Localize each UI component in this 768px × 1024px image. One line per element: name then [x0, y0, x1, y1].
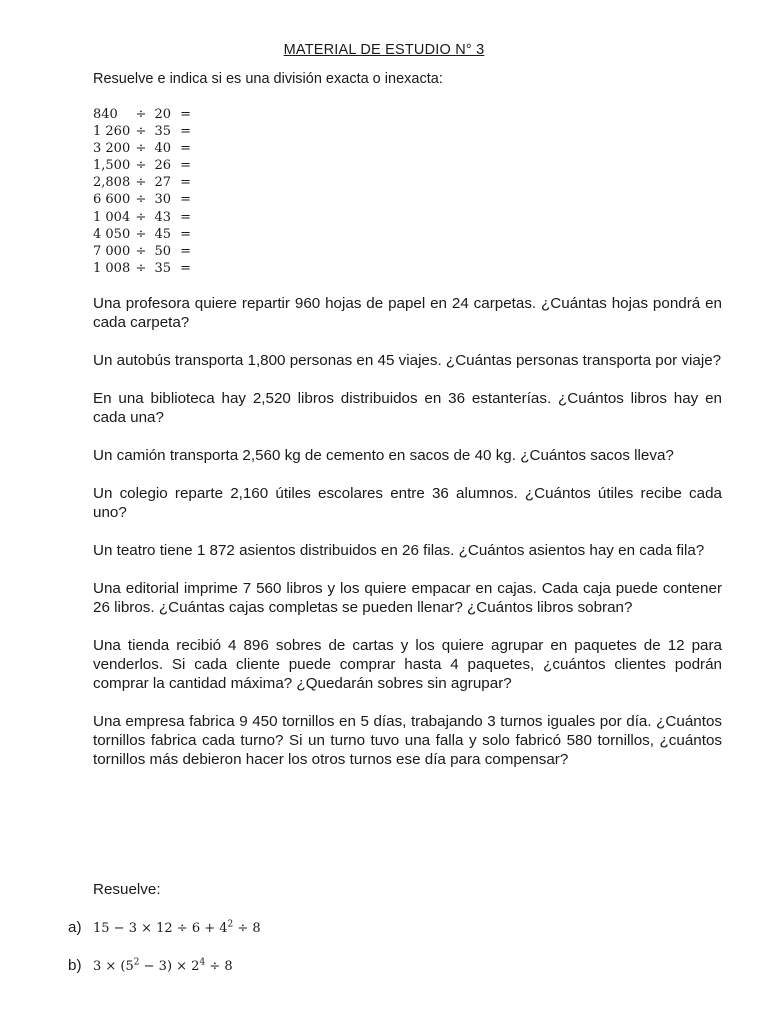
equals-sign: = — [180, 260, 191, 276]
divisor: 35 — [154, 260, 171, 276]
equals-sign: = — [180, 107, 191, 122]
instruction-text: Resuelve e indica si es una división exacta o inexacta: — [93, 71, 443, 87]
division-row — [93, 140, 191, 157]
division-row — [93, 191, 191, 208]
resuelve-heading: Resuelve: — [93, 881, 161, 898]
division-row — [93, 157, 191, 174]
document-title: MATERIAL DE ESTUDIO N° 3 — [283, 42, 485, 58]
dividend: 1,500 — [93, 158, 131, 174]
division-row — [93, 106, 191, 123]
equals-sign: = — [180, 226, 191, 242]
expr-part: 3 × (5 — [93, 959, 134, 974]
dividend: 7 000 — [93, 243, 131, 259]
word-problem: En una biblioteca hay 2,520 libros distribuidos en 36 estanterías. ¿Cuántos libros hay en cada una? — [93, 390, 722, 426]
division-row — [93, 226, 191, 243]
word-problem: Un colegio reparte 2,160 útiles escolares entre 36 alumnos. ¿Cuántos útiles recibe cada uno? — [93, 485, 722, 521]
divide-sign: ÷ — [135, 243, 147, 259]
divisor: 20 — [154, 107, 171, 122]
equals-sign: = — [180, 141, 191, 157]
divisor: 43 — [154, 209, 171, 225]
expr-part: 15 − 3 × 12 ÷ 6 + 4 — [93, 921, 228, 936]
division-list — [93, 106, 191, 277]
exercise-letter: b) — [68, 957, 82, 974]
dividend: 1 260 — [93, 124, 131, 140]
dividend: 1 008 — [93, 260, 131, 276]
divisor: 27 — [154, 175, 171, 191]
equals-sign: = — [180, 124, 191, 140]
expr-part: ÷ 8 — [233, 921, 261, 936]
divide-sign: ÷ — [135, 260, 147, 276]
division-row — [93, 243, 191, 260]
dividend: 4 050 — [93, 226, 131, 242]
expr-part: ÷ 8 — [205, 959, 233, 974]
divide-sign: ÷ — [135, 192, 147, 208]
divide-sign: ÷ — [135, 175, 147, 191]
division-row — [93, 174, 191, 191]
exercise-a — [68, 919, 261, 936]
divisor: 45 — [154, 226, 171, 242]
exponent: 2 — [133, 957, 140, 968]
divide-sign: ÷ — [135, 158, 147, 174]
word-problem: Un camión transporta 2,560 kg de cemento en sacos de 40 kg. ¿Cuántos sacos lleva? — [93, 447, 674, 464]
expr-part: − 3) × 2 — [139, 959, 200, 974]
divide-sign: ÷ — [135, 141, 147, 157]
dividend: 1 004 — [93, 209, 131, 225]
divide-sign: ÷ — [135, 209, 147, 225]
divisor: 26 — [154, 158, 171, 174]
division-row — [93, 123, 191, 140]
exercise-b — [68, 957, 233, 974]
exponent: 4 — [199, 957, 206, 968]
divisor: 40 — [154, 141, 171, 157]
word-problem: Una tienda recibió 4 896 sobres de cartas y los quiere agrupar en paquetes de 12 para venderlos. Si cada cliente puede comprar hasta 4 paquetes, ¿cuántos clientes podrán comprar la cantidad máxima? ¿Quedarán sobres sin agrupar? — [93, 637, 722, 692]
dividend: 3 200 — [93, 141, 131, 157]
exercise-letter: a) — [68, 919, 82, 936]
divide-sign: ÷ — [135, 124, 147, 140]
dividend: 2,808 — [93, 175, 131, 191]
word-problem: Una editorial imprime 7 560 libros y los quiere empacar en cajas. Cada caja puede contener 26 libros. ¿Cuántas cajas completas se pueden llenar? ¿Cuántos libros sobran? — [93, 580, 722, 616]
word-problem: Una empresa fabrica 9 450 tornillos en 5 días, trabajando 3 turnos iguales por día. ¿Cuántos tornillos fabrica cada turno? Si un turno tuvo una falla y solo fabricó 580 tornillos, ¿cuántos tornillos más debieron hacer los otros turnos ese día para compensar? — [93, 713, 722, 768]
word-problem: Una profesora quiere repartir 960 hojas de papel en 24 carpetas. ¿Cuántas hojas pondrá en cada carpeta? — [93, 295, 722, 331]
word-problem: Un autobús transporta 1,800 personas en 45 viajes. ¿Cuántas personas transporta por viaje? — [93, 352, 722, 369]
divide-sign: ÷ — [135, 226, 147, 242]
equals-sign: = — [180, 243, 191, 259]
word-problem: Un teatro tiene 1 872 asientos distribuidos en 26 filas. ¿Cuántos asientos hay en cada fila? — [93, 542, 705, 559]
division-row — [93, 260, 191, 277]
division-row — [93, 209, 191, 226]
math-expression — [93, 921, 261, 936]
divisor: 50 — [154, 243, 171, 259]
equals-sign: = — [180, 175, 191, 191]
math-expression — [93, 959, 233, 974]
equals-sign: = — [180, 192, 191, 208]
divisor: 30 — [154, 192, 171, 208]
divide-sign: ÷ — [135, 107, 147, 122]
equals-sign: = — [180, 209, 191, 225]
dividend: 840 — [93, 107, 118, 122]
divisor: 35 — [154, 124, 171, 140]
dividend: 6 600 — [93, 192, 131, 208]
word-problems — [93, 294, 722, 769]
equals-sign: = — [180, 158, 191, 174]
exponent: 2 — [227, 919, 234, 930]
